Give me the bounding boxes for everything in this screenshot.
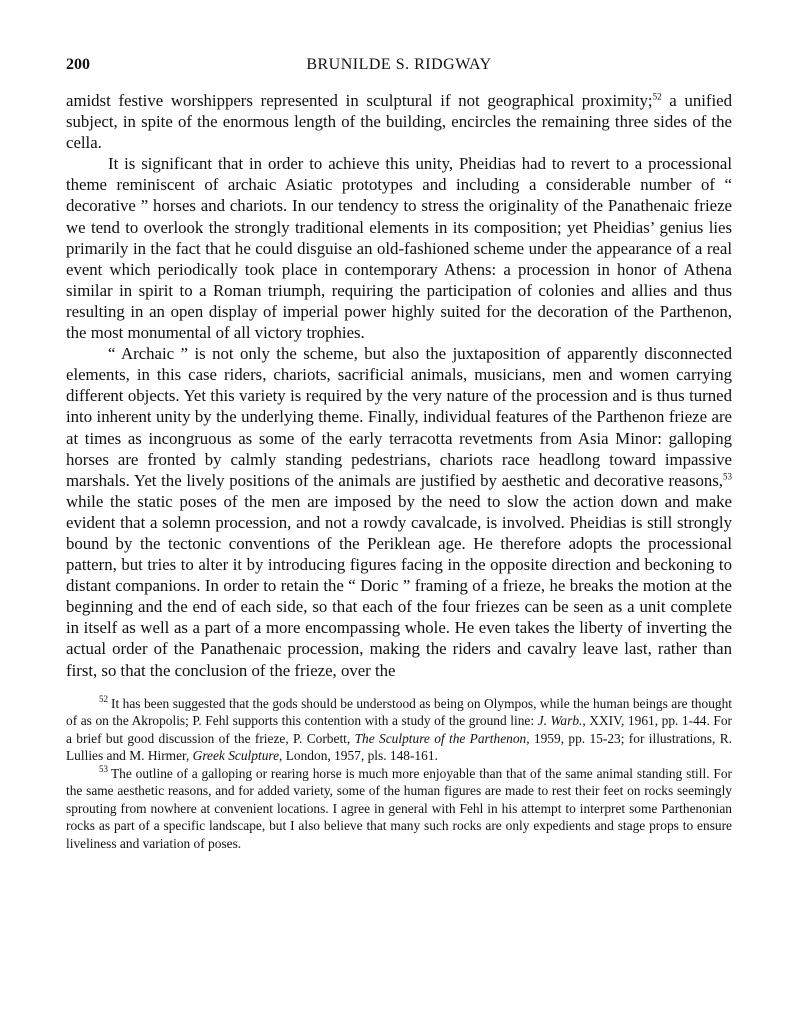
paragraph-1-text-b: a unified subject, in spite of the enormous length of the building, encircles the remaining three sides of the cella.: [66, 91, 732, 153]
footnote-52: [66, 695, 732, 765]
page: [66, 56, 732, 852]
footnote-53-text: The outline of a galloping or rearing horse is much more enjoyable than that of the same animal standing still. For the same aesthetic reasons, and for added variety, some of the human figures are made to rest their feet on rocks seemingly sprouting from nowhere at convenient locations. I agree in general with Fehl in his attempt to interpret some Parthenonian rocks as part of a specific landscape, but I also believe that many such rocks are only expedients and stage props to ensure liveliness and variation of poses.: [66, 765, 732, 851]
paragraph-2: It is significant that in order to achieve this unity, Pheidias had to revert to a processional theme reminiscent of archaic Asiatic prototypes and including a considerable number of “ decorative ” horses and chariots. In our tendency to stress the originality of the Panathenaic frieze we tend to overlook the strongly traditional elements in its composition; yet Pheidias’ genius lies primarily in the fact that he could disguise an old-fashioned scheme under the appearance of a real event which periodically took place in contemporary Athens: a procession in honor of Athena similar in spirit to a Roman triumph, requiring the participation of colonies and allies and thus resulting in an open display of imperial power highly suited for the decoration of the Parthenon, the most monumental of all victory trophies.: [66, 154, 732, 343]
paragraph-3-text-b: while the static poses of the men are imposed by the need to slow the action down and make evident that a solemn procession, and not a rowdy cavalcade, is involved. Pheidias is still strongly bound by the tectonic conventions of the Periklean age. He therefore adopts the processional pattern, but tries to alter it by introducing figures facing in the opposite direction and beckoning to distant companions. In order to retain the “ Doric ” framing of a frieze, he breaks the motion at the beginning and the end of each side, so that each of the four friezes can be seen as a unit complete in itself as well as a part of a more encompassing whole. He even takes the liberty of inverting the actual order of the Panathenaic procession, making the riders and cavalry leave last, rather than first, so that the conclusion of the frieze, over the: [66, 491, 732, 680]
paragraph-3: [66, 343, 732, 681]
footnote-52-text-c: , 1959, pp. 15-23; for illustrations, R. Lullies and M. Hirmer,: [66, 730, 732, 764]
footnote-52-text-d: , London, 1957, pls. 148-161.: [279, 748, 438, 764]
paragraph-3-text-a: “ Archaic ” is not only the scheme, but also the juxtaposition of apparently disconnected elements, in this case riders, chariots, sacrificial animals, musicians, men and women carrying different objects. Yet this variety is required by the very nature of the procession and is thus turned into inherent unity by the underlying theme. Finally, individual features of the Parthenon frieze are at times as incongruous as some of the early terracotta revetments from Asia Minor: galloping horses are fronted by calmly standing pedestrians, chariots race headlong toward impassive marshals. Yet the lively positions of the animals are justified by aesthetic and decorative reasons,: [66, 344, 732, 490]
running-head: BRUNILDE S. RIDGWAY: [306, 56, 492, 73]
book-title-parthenon: The Sculpture of the Parthenon: [354, 730, 527, 746]
footnote-52-text-a: It has been suggested that the gods should be understood as being on Olympos, while the human beings are thought of as on the Akropolis; P. Fehl supports this contention with a study of the ground line:: [66, 695, 732, 729]
footnote-52-mark: 52: [99, 694, 108, 705]
journal-title: J. Warb.: [537, 713, 583, 729]
page-header: [66, 56, 732, 84]
page-number: 200: [66, 56, 90, 73]
footnote-53: [66, 765, 732, 853]
footnote-ref-52[interactable]: 52: [652, 91, 662, 102]
paragraph-1: [66, 90, 732, 153]
body-text: [66, 90, 732, 681]
book-title-greek-sculpture: Greek Sculpture: [192, 748, 280, 764]
paragraph-1-text-a: amidst festive worshippers represented in sculptural if not geographical proximity;: [66, 91, 653, 110]
footnote-52-text-b: , XXIV, 1961, pp. 1-44. For a brief but good discussion of the frieze, P. Corbett,: [66, 713, 732, 746]
footnote-ref-53[interactable]: 53: [723, 471, 732, 482]
footnote-53-mark: 53: [99, 764, 108, 775]
footnotes: [66, 695, 732, 853]
